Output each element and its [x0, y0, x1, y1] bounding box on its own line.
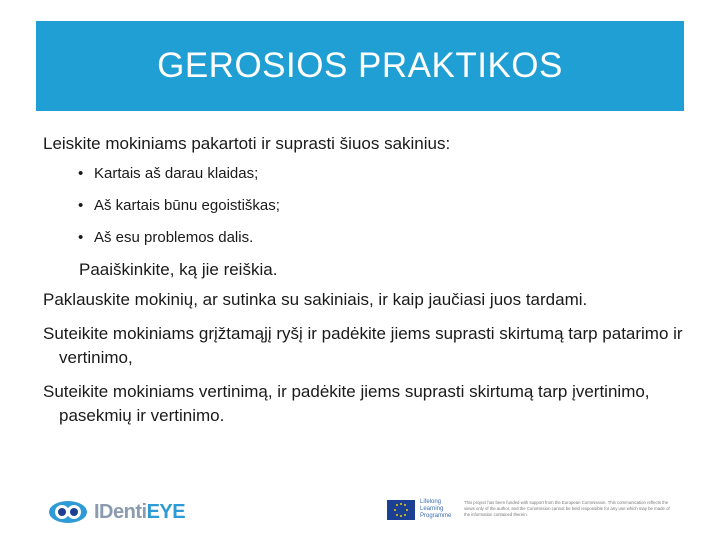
paragraph: Suteikite mokiniams vertinimą, ir padėkite jiems suprasti skirtumą tarp įvertinimo, pasekmių ir vertinimo.	[43, 382, 650, 425]
explain-text: Paaiškinkite, ką jie reiškia.	[79, 260, 278, 279]
funding-disclaimer: This project has been funded with support from the European Commission. This communication reflects the views only of the author, and the Commission cannot be held responsible for any use which may be made of the information contained therein.	[464, 500, 670, 517]
lifelong-learning-logo	[387, 499, 451, 520]
footer	[0, 488, 720, 540]
paragraph: Paklauskite mokinių, ar sutinka su sakiniais, ir kaip jaučiasi juos tardami.	[43, 290, 588, 309]
bullet-icon: •	[78, 229, 84, 246]
sentence-list	[43, 164, 683, 248]
list-item-text: Aš kartais būnu egoistiškas;	[94, 197, 280, 214]
bullet-icon: •	[78, 165, 84, 182]
list-item	[78, 196, 683, 216]
identieye-eye-icon	[48, 500, 88, 524]
list-item	[78, 164, 683, 184]
list-item	[78, 228, 683, 248]
slide-body	[43, 132, 683, 438]
paragraph: Suteikite mokiniams grįžtamąjį ryšį ir padėkite jiems suprasti skirtumą tarp patarimo ir vertinimo,	[43, 324, 683, 367]
slide-title: GEROSIOS PRAKTIKOS	[157, 46, 563, 85]
intro-text: Leiskite mokiniams pakartoti ir suprasti šiuos sakinius:	[43, 134, 451, 153]
llp-label: Lifelong Learning Programme	[420, 499, 452, 519]
title-banner	[36, 21, 684, 111]
identieye-logo	[48, 500, 185, 524]
identieye-wordmark: IDentiEYE	[94, 500, 186, 523]
bullet-icon: •	[78, 197, 84, 214]
list-item-text: Kartais aš darau klaidas;	[94, 165, 259, 182]
eu-flag-icon	[387, 500, 415, 520]
list-item-text: Aš esu problemos dalis.	[94, 229, 254, 246]
